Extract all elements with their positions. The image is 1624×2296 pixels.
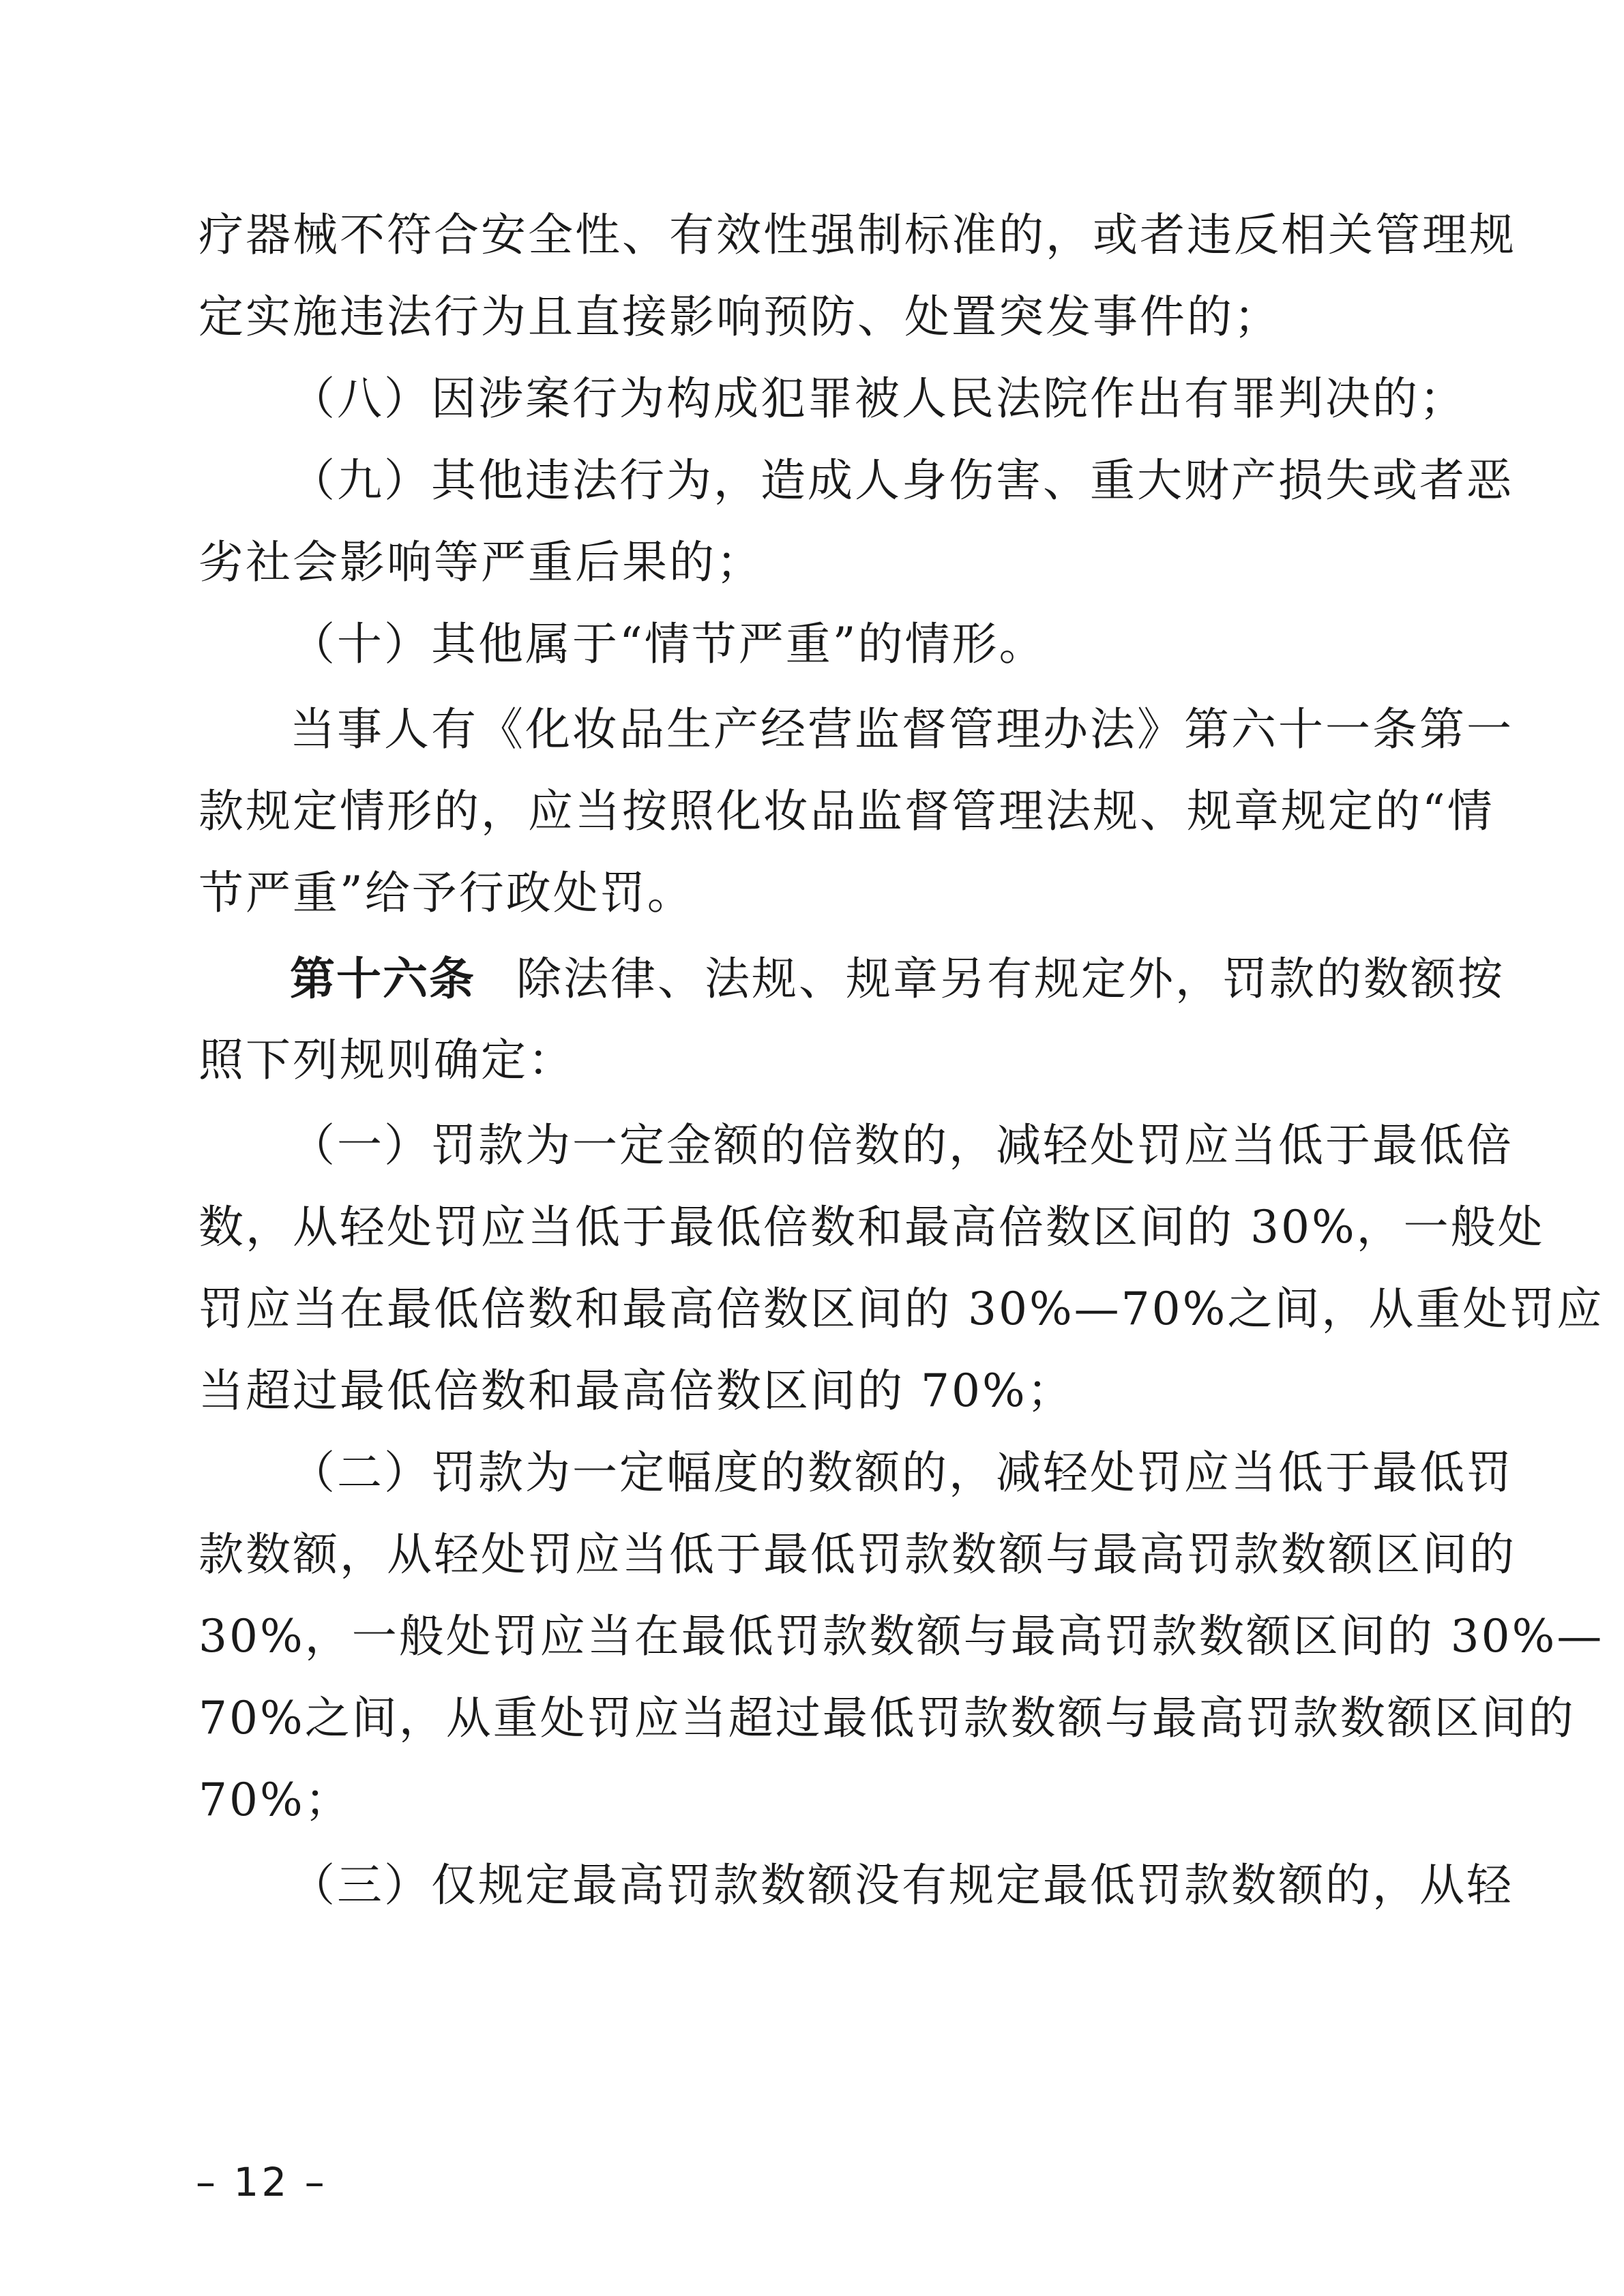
text-line: 定实施违法行为且直接影响预防、处置突发事件的； — [198, 290, 1281, 343]
text-line: 70%； — [198, 1774, 352, 1826]
text-line: 款规定情形的，应当按照化妆品监督管理法规、规章规定的“情 — [198, 785, 1494, 837]
text-line: （九）其他违法行为，造成人身伤害、重大财产损失或者恶 — [290, 454, 1514, 507]
article-16-line — [290, 944, 1505, 1013]
text-line: （八）因涉案行为构成犯罪被人民法院作出有罪判决的； — [290, 372, 1466, 425]
text-line: 款数额，从轻处罚应当低于最低罚款数额与最高罚款数额区间的 — [198, 1528, 1516, 1581]
text-line: 数，从轻处罚应当低于最低倍数和最高倍数区间的 30%，一般处 — [198, 1201, 1545, 1253]
text-line: 70%之间，从重处罚应当超过最低罚款数额与最高罚款数额区间的 — [198, 1692, 1576, 1744]
text-line: 30%，一般处罚应当在最低罚款数额与最高罚款数额区间的 30%— — [198, 1610, 1604, 1663]
text-line: 照下列规则确定： — [198, 1034, 575, 1086]
article-label: 第十六条 — [290, 952, 475, 1005]
text-line: 劣社会影响等严重后果的； — [198, 536, 763, 588]
text-line: 节严重”给予行政处罚。 — [198, 867, 694, 919]
text-line: 除法律、法规、规章另有规定外，罚款的数额按 — [516, 953, 1505, 1005]
text-line: （三）仅规定最高罚款数额没有规定最低罚款数额的，从轻 — [290, 1859, 1514, 1911]
text-line: 当超过最低倍数和最高倍数区间的 70%； — [198, 1365, 1074, 1417]
text-line: 罚应当在最低倍数和最高倍数区间的 30%—70%之间，从重处罚应 — [198, 1283, 1604, 1335]
text-line: （一）罚款为一定金额的倍数的，减轻处罚应当低于最低倍 — [290, 1119, 1514, 1172]
page-number: – 12 – — [196, 2159, 327, 2205]
text-line: （二）罚款为一定幅度的数额的，减轻处罚应当低于最低罚 — [290, 1446, 1514, 1499]
text-line: 当事人有《化妆品生产经营监督管理办法》第六十一条第一 — [290, 703, 1514, 756]
text-line: 疗器械不符合安全性、有效性强制标准的，或者违反相关管理规 — [198, 209, 1516, 261]
text-line: （十）其他属于“情节严重”的情形。 — [290, 618, 1046, 670]
